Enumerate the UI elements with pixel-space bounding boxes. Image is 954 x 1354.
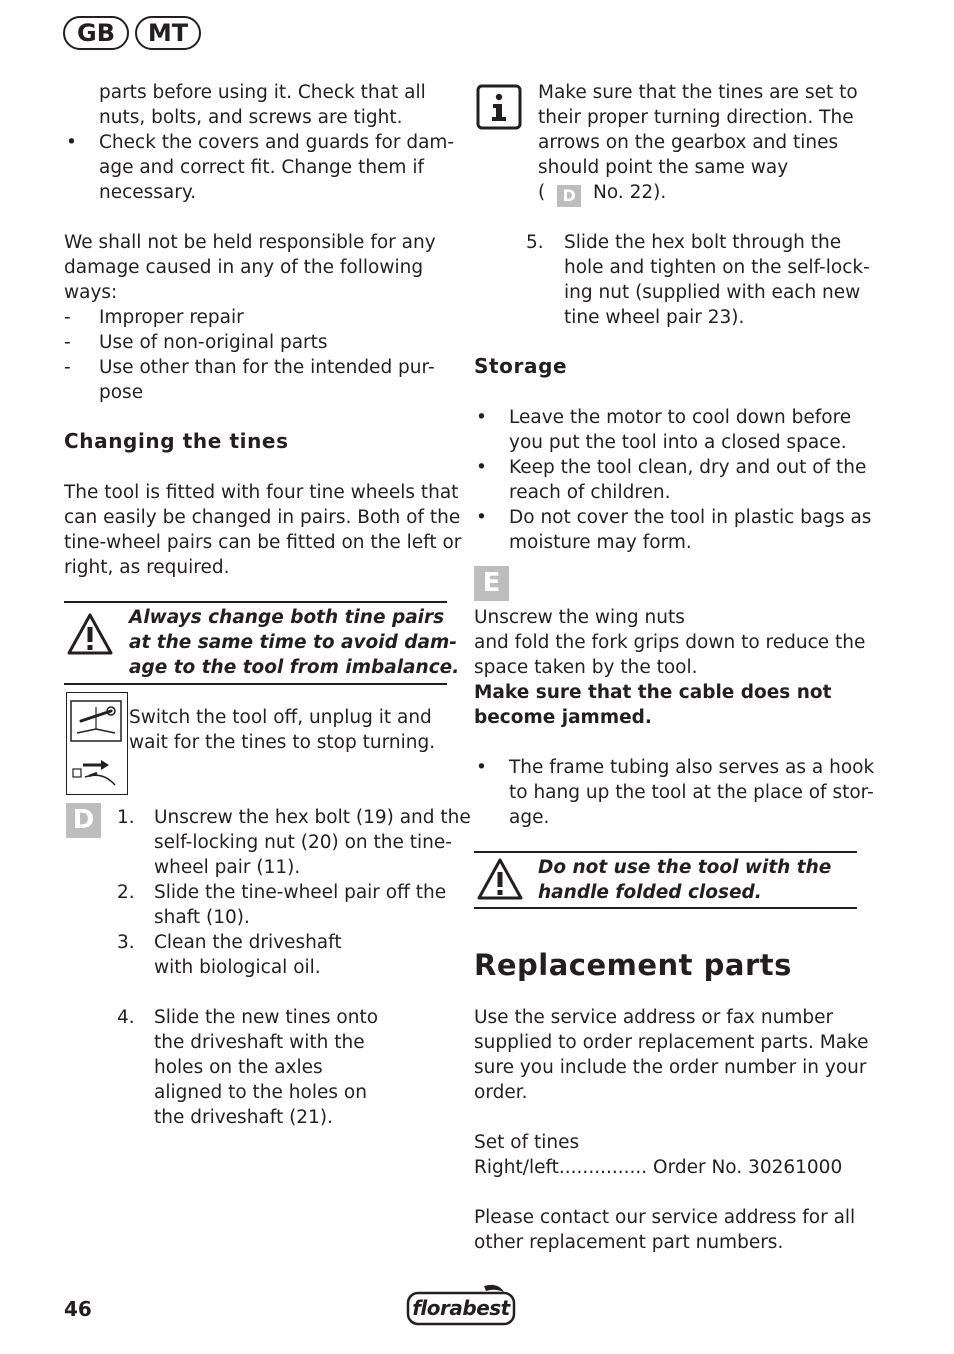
order-info	[474, 1130, 842, 1180]
text-line: self-locking nut (20) on the tine-	[154, 832, 452, 853]
bullet: •	[66, 132, 77, 153]
text-line: Do not cover the tool in plastic bags as	[509, 507, 872, 528]
text-line: aligned to the holes on	[154, 1082, 367, 1103]
section-heading-replacement-parts: Replacement parts	[474, 948, 792, 982]
text-line: moisture may form.	[509, 532, 692, 553]
text-line: age to the tool from imbalance.	[129, 657, 460, 678]
warning-rule-top	[474, 851, 857, 853]
list-item	[117, 930, 447, 1005]
bullet: •	[476, 407, 487, 428]
text-line: holes on the axles	[154, 1057, 323, 1078]
text-line: sure you include the order number in your	[474, 1057, 867, 1078]
dash: -	[64, 332, 71, 353]
step-number: 2.	[117, 882, 135, 903]
text-line: Slide the hex bolt through the	[564, 232, 842, 253]
text-line: Make sure that the cable does not	[474, 682, 832, 703]
dash: -	[64, 307, 71, 328]
warning-rule-bottom	[474, 907, 857, 909]
set-label: Set of tines	[474, 1132, 580, 1153]
warning-icon	[66, 612, 114, 656]
text-line: and fold the fork grips down to reduce the	[474, 632, 866, 653]
text-line: the driveshaft (21).	[154, 1107, 333, 1128]
figure-reference-line	[538, 180, 858, 205]
step-number: 3.	[117, 932, 135, 953]
order-number-line: Right/left............... Order No. 30261000	[474, 1157, 843, 1178]
text-line: Unscrew the wing nuts	[474, 607, 685, 628]
text-line: Slide the tine-wheel pair off the	[154, 882, 447, 903]
text-line: their proper turning direction. The	[538, 107, 854, 128]
text-line: Check the covers and guards for dam-	[99, 132, 455, 153]
page-number: 46	[64, 1297, 92, 1321]
list-item	[117, 1005, 447, 1130]
bullet: •	[476, 507, 487, 528]
list-item	[474, 405, 864, 455]
reference-number: No. 22).	[593, 182, 667, 203]
bullet: •	[476, 457, 487, 478]
steps-list	[117, 805, 471, 1130]
text-line: ways:	[64, 282, 118, 303]
dash-item-text: pose	[99, 382, 144, 403]
text-line: handle folded closed.	[538, 882, 762, 903]
text-line: age and correct fit. Change them if	[99, 157, 424, 178]
step-number: 1.	[117, 807, 135, 828]
warning-icon	[476, 857, 524, 901]
text-line: other replacement part numbers.	[474, 1232, 784, 1253]
text-line: space taken by the tool.	[474, 657, 698, 678]
list-item	[117, 880, 447, 930]
text-line: shaft (10).	[154, 907, 250, 928]
figure-ref-e: E	[474, 566, 509, 601]
warning-rule-top	[64, 601, 447, 603]
text-line: Do not use the tool with the	[538, 857, 832, 878]
section-heading-changing-tines: Changing the tines	[64, 429, 289, 453]
section-heading-storage: Storage	[474, 354, 568, 378]
replacement-paragraph	[474, 1005, 869, 1105]
bullet: •	[476, 757, 487, 778]
text-line: nuts, bolts, and screws are tight.	[99, 107, 403, 128]
text-line: parts before using it. Check that all	[99, 82, 426, 103]
warning-text	[538, 855, 831, 905]
text-line: reach of children.	[509, 482, 671, 503]
text-line: to hang up the tool at the place of stor-	[509, 782, 874, 803]
text-line: arrows on the gearbox and tines	[538, 132, 839, 153]
text-line: order.	[474, 1082, 528, 1103]
warning-text	[129, 605, 459, 680]
dash: -	[64, 357, 71, 378]
text-line: necessary.	[99, 182, 197, 203]
text-line: hole and tighten on the self-lock-	[564, 257, 870, 278]
figure-ref-d-inline: D	[557, 185, 581, 207]
text-line: Use the service address or fax number	[474, 1007, 834, 1028]
text-line: Leave the motor to cool down before	[509, 407, 852, 428]
text-line: become jammed.	[474, 707, 652, 728]
text-line: wait for the tines to stop turning.	[129, 732, 436, 753]
list-item	[474, 455, 867, 505]
paren-open: (	[538, 182, 546, 203]
text-line: can easily be changed in pairs. Both of the	[64, 507, 461, 528]
info-icon	[476, 84, 522, 130]
covers-bullet-text	[99, 130, 454, 205]
logo-wordmark: florabest	[412, 1296, 510, 1320]
warning-rule-bottom	[64, 683, 447, 685]
figure-ref-d: D	[66, 803, 101, 838]
intro-text	[99, 80, 426, 130]
text-line: The tool is fitted with four tine wheels that	[64, 482, 459, 503]
list-item	[474, 505, 872, 555]
text-line: age.	[509, 807, 550, 828]
step-number: 4.	[117, 1007, 135, 1028]
text-line: at the same time to avoid dam-	[129, 632, 457, 653]
contact-paragraph	[474, 1205, 855, 1255]
text-line: with biological oil.	[154, 957, 321, 978]
text-line: Slide the new tines onto	[154, 1007, 379, 1028]
text-line: The frame tubing also serves as a hook	[509, 757, 875, 778]
text-line: Make sure that the tines are set to	[538, 82, 858, 103]
florabest-logo	[406, 1282, 516, 1326]
dash-item-text: Improper repair	[99, 307, 244, 328]
list-item	[117, 805, 471, 880]
text-line: damage caused in any of the following	[64, 257, 424, 278]
text-line: Always change both tine pairs	[129, 607, 445, 628]
text-line: Keep the tool clean, dry and out of the	[509, 457, 867, 478]
liability-text	[64, 230, 436, 305]
text-line: you put the tool into a closed space.	[509, 432, 847, 453]
text-line: right, as required.	[64, 557, 230, 578]
text-line: wheel pair (11).	[154, 857, 301, 878]
text-line: should point the same way	[538, 157, 789, 178]
text-line: tine wheel pair 23).	[564, 307, 745, 328]
step-number: 5.	[526, 232, 544, 253]
text-line: Clean the driveshaft	[154, 932, 342, 953]
language-badge-gb: GB	[63, 16, 129, 50]
text-line: Please contact our service address for all	[474, 1207, 856, 1228]
info-text	[538, 80, 858, 205]
tines-paragraph	[64, 480, 461, 580]
dash-item-text: Use of non-original parts	[99, 332, 328, 353]
text-line: Switch the tool off, unplug it and	[129, 707, 432, 728]
text-line: ing nut (supplied with each new	[564, 282, 861, 303]
switch-off-text	[129, 705, 435, 755]
text-line: tine-wheel pairs can be fitted on the left or	[64, 532, 462, 553]
storage-list	[474, 405, 872, 555]
language-badge-mt: MT	[135, 16, 201, 50]
text-line: Unscrew the hex bolt (19) and the	[154, 807, 471, 828]
dash-item-text: Use other than for the intended pur-	[99, 357, 435, 378]
text-line: the driveshaft with the	[154, 1032, 365, 1053]
text-line: We shall not be held responsible for any	[64, 232, 436, 253]
manual-unplug-icon	[66, 692, 128, 795]
text-line: supplied to order replacement parts. Make	[474, 1032, 869, 1053]
fold-text	[474, 605, 865, 730]
